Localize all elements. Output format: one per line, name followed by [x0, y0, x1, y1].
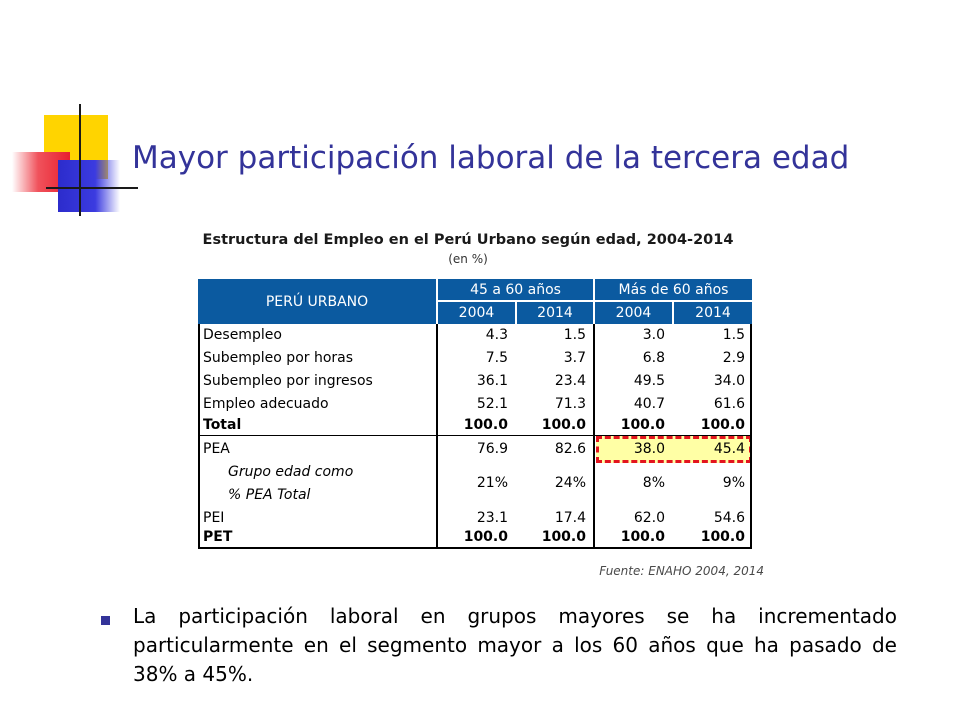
cell-value-highlighted: 45.4 — [713, 441, 745, 457]
cell-value: 62.0 — [633, 510, 665, 526]
cell-value: 100.0 — [463, 417, 508, 433]
row-label-total: Total — [203, 417, 242, 433]
cell-value: 2.9 — [722, 350, 745, 366]
cell-value: 40.7 — [633, 396, 665, 412]
row-label: Desempleo — [203, 327, 282, 343]
cell-value: 8% — [642, 475, 665, 491]
cell-value: 36.1 — [476, 373, 508, 389]
cell-value: 21% — [476, 475, 508, 491]
header-year: 2014 — [674, 302, 752, 324]
header-year: 2004 — [438, 302, 515, 324]
cell-value: 23.1 — [476, 510, 508, 526]
slide-title: Mayor participación laboral de la tercera edad — [132, 140, 850, 176]
decor-horizontal-line — [46, 187, 138, 189]
cell-value: 3.0 — [642, 327, 665, 343]
cell-value: 7.5 — [485, 350, 508, 366]
cell-value-highlighted: 38.0 — [633, 441, 665, 457]
row-label: PEA — [203, 441, 230, 457]
row-label: Subempleo por ingresos — [203, 373, 373, 389]
cell-value: 61.6 — [713, 396, 745, 412]
cell-value: 1.5 — [722, 327, 745, 343]
header-region: PERÚ URBANO — [198, 279, 436, 324]
cell-value: 17.4 — [554, 510, 586, 526]
row-label-line2: % PEA Total — [228, 487, 311, 503]
table-title: Estructura del Empleo en el Perú Urbano según edad, 2004-2014 — [202, 232, 734, 248]
cell-value: 71.3 — [554, 396, 586, 412]
cell-value: 34.0 — [713, 373, 745, 389]
cell-value: 100.0 — [620, 417, 665, 433]
cell-value: 76.9 — [476, 441, 508, 457]
cell-value: 23.4 — [554, 373, 586, 389]
cell-value: 100.0 — [541, 417, 586, 433]
table-source: Fuente: ENAHO 2004, 2014 — [599, 564, 764, 578]
cell-value: 82.6 — [554, 441, 586, 457]
cell-value: 6.8 — [642, 350, 665, 366]
header-group-60-plus: Más de 60 años — [595, 279, 752, 300]
header-year: 2014 — [517, 302, 593, 324]
header-group-45-60: 45 a 60 años — [438, 279, 593, 300]
bullet-marker — [101, 616, 110, 625]
employment-table — [198, 279, 752, 549]
header-year: 2004 — [595, 302, 672, 324]
cell-value: 100.0 — [700, 417, 745, 433]
table-border-left — [198, 324, 200, 549]
table-unit: (en %) — [448, 252, 488, 266]
cell-value: 100.0 — [700, 529, 745, 545]
cell-value: 100.0 — [463, 529, 508, 545]
cell-value: 24% — [554, 475, 586, 491]
decor-blue-square — [58, 160, 120, 212]
cell-value: 3.7 — [563, 350, 586, 366]
decor-vertical-line — [79, 104, 81, 216]
row-label: Empleo adecuado — [203, 396, 329, 412]
cell-value: 1.5 — [563, 327, 586, 343]
cell-value: 4.3 — [485, 327, 508, 343]
row-label: Subempleo por horas — [203, 350, 354, 366]
bullet-text: La participación laboral en grupos mayores se ha incrementado particularmente en el segmento mayor a los 60 años que ha pasado de 38% a 45%. — [133, 604, 897, 686]
cell-value: 52.1 — [476, 396, 508, 412]
cell-value: 100.0 — [541, 529, 586, 545]
cell-value: 54.6 — [713, 510, 745, 526]
cell-value: 49.5 — [633, 373, 665, 389]
row-label: PEI — [203, 510, 225, 526]
cell-value: 9% — [722, 475, 745, 491]
cell-value: 100.0 — [620, 529, 665, 545]
table-border-right — [750, 324, 752, 549]
row-label-line1: Grupo edad como — [228, 464, 354, 480]
row-label-total: PET — [203, 529, 233, 545]
